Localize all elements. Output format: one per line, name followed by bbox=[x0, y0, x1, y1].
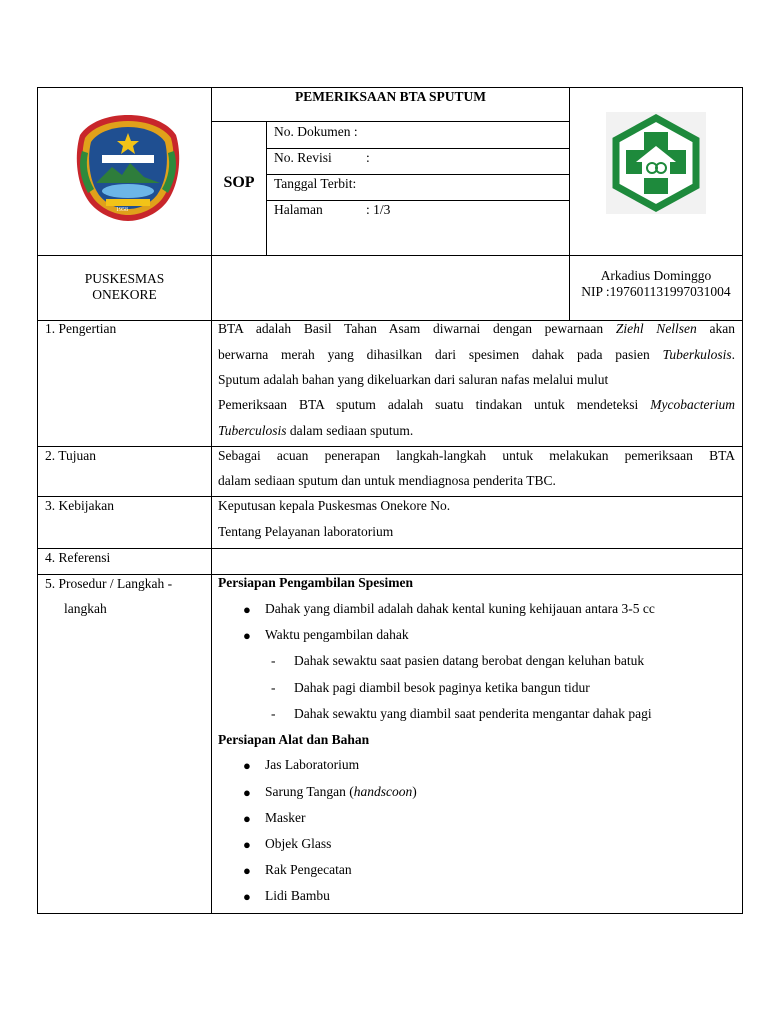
list-item: Dahak sewaktu yang diambil saat penderita mengantar dahak pagi bbox=[294, 706, 652, 721]
list-item: Dahak yang diambil adalah dahak kental kuning kehijauan antara 3-5 cc bbox=[265, 601, 655, 616]
regional-emblem-logo bbox=[72, 111, 184, 223]
bullet-icon: ● bbox=[243, 811, 251, 826]
list-item: Rak Pengecatan bbox=[265, 862, 352, 877]
dash-icon: - bbox=[271, 680, 276, 695]
bullet-icon: ● bbox=[243, 758, 251, 773]
list-item: Lidi Bambu bbox=[265, 888, 330, 903]
signatory: Arkadius Dominggo NIP :197601131997031004 bbox=[581, 268, 731, 299]
section-label-referensi: 4. Referensi bbox=[45, 550, 111, 565]
heading-persiapan-alat: Persiapan Alat dan Bahan bbox=[218, 732, 370, 747]
list-item: Sarung Tangan (handscoon) bbox=[265, 784, 417, 799]
heading-persiapan-spesimen: Persiapan Pengambilan Spesimen bbox=[218, 575, 414, 590]
bullet-icon: ● bbox=[243, 863, 251, 878]
puskesmas-logo bbox=[606, 112, 706, 214]
list-item: Objek Glass bbox=[265, 836, 332, 851]
section-label-prosedur: 5. Prosedur / Langkah - bbox=[45, 576, 173, 591]
doc-field-halaman: Halaman : 1/3 bbox=[274, 202, 391, 217]
list-item: Masker bbox=[265, 810, 306, 825]
list-item: Dahak pagi diambil besok paginya ketika bangun tidur bbox=[294, 680, 590, 695]
dash-icon: - bbox=[271, 653, 276, 668]
dash-icon: - bbox=[271, 706, 276, 721]
list-item: Jas Laboratorium bbox=[265, 757, 360, 772]
doc-field-no-revisi: No. Revisi : bbox=[274, 150, 370, 165]
section-label-prosedur-cont: langkah bbox=[64, 601, 107, 616]
section-label-pengertian: 1. Pengertian bbox=[45, 321, 117, 336]
bullet-icon: ● bbox=[243, 837, 251, 852]
org-name: PUSKESMAS ONEKORE bbox=[84, 271, 165, 302]
bullet-icon: ● bbox=[243, 785, 251, 800]
document-title: PEMERIKSAAN BTA SPUTUM bbox=[294, 89, 487, 104]
section-label-tujuan: 2. Tujuan bbox=[45, 448, 97, 463]
section-label-kebijakan: 3. Kebijakan bbox=[45, 498, 114, 513]
bullet-icon: ● bbox=[243, 602, 251, 617]
logo-year-text: 1958 bbox=[116, 207, 128, 213]
list-item: Dahak sewaktu saat pasien datang berobat dengan keluhan batuk bbox=[294, 653, 645, 668]
bullet-icon: ● bbox=[243, 889, 251, 904]
list-item: Waktu pengambilan dahak bbox=[265, 627, 409, 642]
bullet-icon: ● bbox=[243, 628, 251, 643]
sop-label: SOP bbox=[223, 174, 255, 191]
doc-field-tanggal-terbit: Tanggal Terbit: bbox=[274, 176, 357, 191]
doc-field-no-dokumen: No. Dokumen : bbox=[274, 124, 358, 139]
